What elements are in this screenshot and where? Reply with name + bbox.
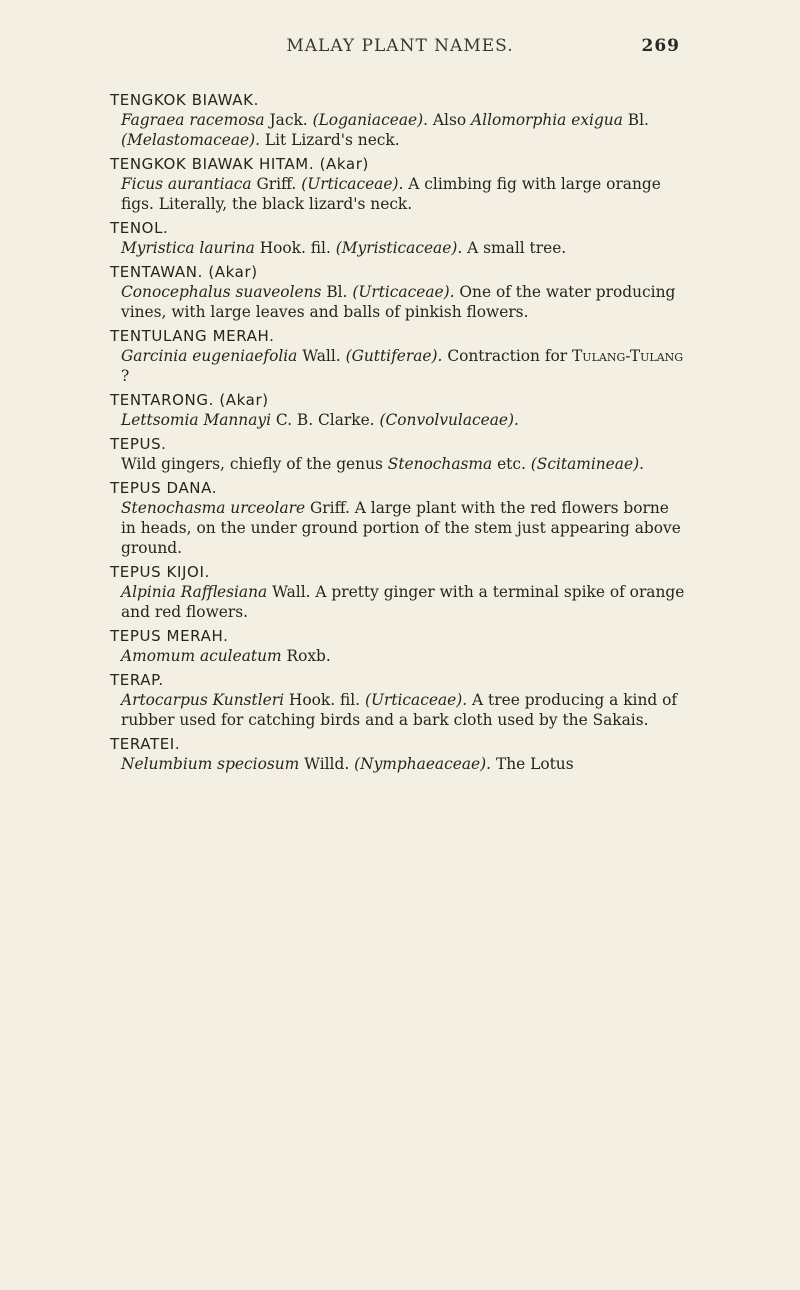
entry-tengkok-biawak-hitam	[110, 154, 688, 214]
entry-body	[110, 754, 688, 774]
authority: Jack.	[269, 111, 308, 129]
entry-headword: TEPUS MERAH.	[110, 627, 229, 645]
entry-body	[110, 174, 688, 214]
entry-tentawan	[110, 262, 688, 322]
latin-name: Conocephalus suaveolens	[121, 283, 322, 301]
authority: Bl.	[627, 111, 649, 129]
latin-name: Stenochasma	[387, 455, 493, 473]
latin-name: Myristica laurina	[121, 239, 255, 257]
family-name: (Urticaceae).	[364, 691, 468, 709]
entry-note: Contraction for	[447, 347, 568, 365]
authority: Hook. fil.	[259, 239, 331, 257]
latin-name: Allomorphia exigua	[471, 111, 623, 129]
entry-note: A climbing fig with large orange figs. Literally, the black lizard's neck.	[121, 175, 661, 213]
entry-headword: TERATEI.	[110, 735, 181, 753]
authority: Griff.	[256, 175, 297, 193]
entry-headword: TENOL.	[110, 219, 169, 237]
family-name: (Nymphaeaceae).	[354, 755, 492, 773]
entry-list	[110, 90, 688, 778]
entry-body	[110, 238, 688, 258]
latin-name: Artocarpus Kunstleri	[121, 691, 285, 709]
authority: Roxb.	[286, 647, 331, 665]
authority: Wall.	[272, 583, 311, 601]
authority: C. B. Clarke.	[275, 411, 375, 429]
entry-note: The Lotus	[495, 755, 574, 773]
entry-body	[110, 410, 688, 430]
authority: Griff.	[310, 499, 350, 517]
entry-text: Also	[432, 111, 467, 129]
latin-name: Garcinia eugeniaefolia	[121, 347, 298, 365]
authority: Bl.	[326, 283, 348, 301]
running-title: MALAY PLANT NAMES.	[286, 36, 514, 56]
entry-headword: TEPUS.	[110, 435, 167, 453]
family-name: (Loganiaceae).	[312, 111, 429, 129]
authority: Wall.	[302, 347, 341, 365]
entry-tepus	[110, 434, 688, 474]
entry-tentulang-merah	[110, 326, 688, 386]
entry-body	[110, 646, 688, 666]
entry-tepus-dana	[110, 478, 688, 558]
family-name: (Urticaceae).	[301, 175, 404, 193]
entry-body	[110, 498, 688, 558]
latin-name: Amomum aculeatum	[121, 647, 282, 665]
entry-teratei	[110, 734, 688, 774]
entry-body	[110, 110, 688, 150]
entry-note: etc.	[497, 455, 526, 473]
entry-tenol	[110, 218, 688, 258]
entry-headword: TEPUS DANA.	[110, 479, 218, 497]
family-name: (Scitamineae).	[530, 455, 644, 473]
authority: Hook. fil.	[288, 691, 361, 709]
entry-tengkok-biawak	[110, 90, 688, 150]
entry-terap	[110, 670, 688, 730]
entry-note-smallcaps: Tulang-Tulang ?	[121, 347, 684, 385]
entry-headword: TENTARONG. (Akar)	[110, 391, 269, 409]
family-name: (Convolvulaceae).	[379, 411, 519, 429]
entry-note: A large plant with the red flowers borne in heads, on the under ground portion of the stem just appearing above ground.	[121, 499, 681, 557]
entry-headword: TERAP.	[110, 671, 164, 689]
entry-headword: TENGKOK BIAWAK HITAM. (Akar)	[110, 155, 369, 173]
entry-note: One of the water producing vines, with large leaves and balls of pinkish flowers.	[121, 283, 676, 321]
authority: Willd.	[304, 755, 350, 773]
page-number: 269	[641, 36, 680, 56]
entry-body	[110, 346, 688, 386]
entry-note: A small tree.	[467, 239, 567, 257]
latin-name: Stenochasma urceolare	[121, 499, 306, 517]
latin-name: Alpinia Rafflesiana	[121, 583, 268, 601]
latin-name: Nelumbium speciosum	[121, 755, 300, 773]
entry-headword: TEPUS KIJOI.	[110, 563, 210, 581]
entry-tepus-merah	[110, 626, 688, 666]
latin-name: Fagraea racemosa	[121, 111, 265, 129]
entry-headword: TENGKOK BIAWAK.	[110, 91, 259, 109]
family-name: (Melastomaceae).	[121, 131, 260, 149]
entry-note: Lit Lizard's neck.	[264, 131, 400, 149]
entry-body	[110, 690, 688, 730]
entry-tentarong	[110, 390, 688, 430]
entry-note: A pretty ginger with a terminal spike of orange and red flowers.	[121, 583, 685, 621]
family-name: (Urticaceae).	[352, 283, 455, 301]
latin-name: Ficus aurantiaca	[121, 175, 252, 193]
entry-headword: TENTAWAN. (Akar)	[110, 263, 258, 281]
latin-name: Lettsomia Mannayi	[121, 411, 271, 429]
entry-body	[110, 282, 688, 322]
family-name: (Myristicaceae).	[335, 239, 463, 257]
entry-tepus-kijoi	[110, 562, 688, 622]
entry-body	[110, 582, 688, 622]
entry-note: A tree producing a kind of rubber used for catching birds and a bark cloth used by the Sakais.	[121, 691, 678, 729]
entry-body	[110, 454, 688, 474]
family-name: (Guttiferae).	[345, 347, 443, 365]
entry-headword: TENTULANG MERAH.	[110, 327, 275, 345]
entry-note: Wild gingers, chiefly of the genus	[121, 455, 383, 473]
